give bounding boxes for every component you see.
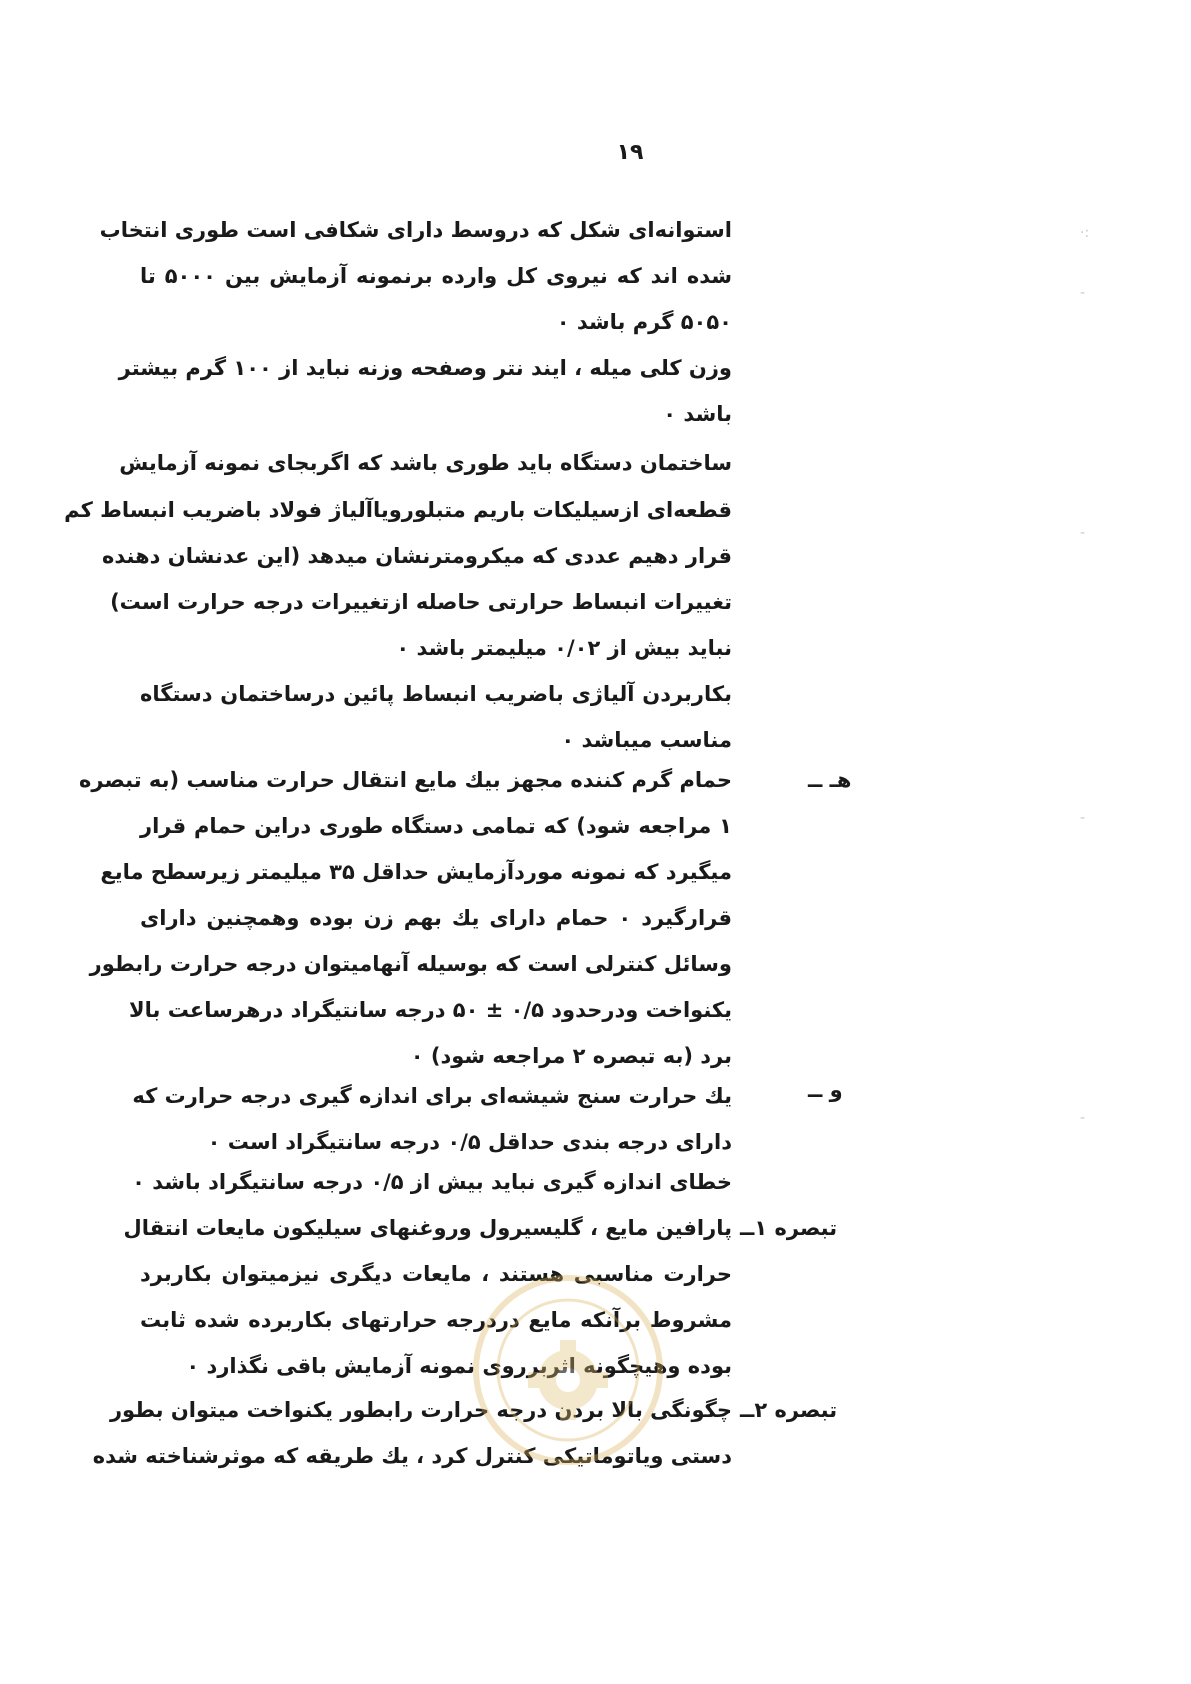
text-line: وزن کلی میله ، ایند نتر وصفحه وزنه نباید از ۱۰۰ گرم بیشتر: [118, 356, 732, 380]
text-line: خطای اندازه گیری نباید بیش از ۰/۵ درجه سانتیگراد باشد ۰: [132, 1170, 732, 1194]
page-number: ۱۹: [616, 140, 644, 165]
text-line: میگیرد که نمونه موردآزمایش حداقل ۳۵ میلیمتر زیرسطح مایع: [100, 860, 732, 884]
text-line: حرارت مناسبی هستند ، مایعات دیگری نیزمیتوان بکاربرد: [140, 1262, 732, 1286]
note-marker-1: تبصره ۱ــ: [740, 1216, 838, 1240]
edge-mark: -: [1080, 285, 1086, 301]
note-marker-2: تبصره ۲ــ: [740, 1398, 838, 1422]
text-line: ساختمان دستگاه باید طوری باشد که اگربجای نمونه آزمایش: [119, 451, 732, 475]
text-line: بکاربردن آلیاژی باضریب انبساط پائین درساختمان دستگاه: [140, 682, 732, 706]
edge-mark: ·:: [1080, 225, 1090, 241]
text-line: دارای درجه بندی حداقل ۰/۵ درجه سانتیگراد است ۰: [207, 1130, 732, 1154]
text-line: بوده وهیچگونه اثربرروی نمونه آزمایش باقی نگذارد ۰: [186, 1354, 732, 1378]
text-line: تغییرات انبساط حرارتی حاصله ازتغییرات درجه حرارت است): [110, 590, 732, 614]
text-line: یك حرارت سنج شیشه‌ای برای اندازه گیری درجه حرارت که: [132, 1084, 732, 1108]
text-line: وسائل کنترلی است که بوسیله آنهامیتوان درجه حرارت رابطور: [89, 952, 732, 976]
text-line: برد (به تبصره ۲ مراجعه شود) ۰: [410, 1044, 732, 1068]
text-line: قرار دهیم عددی که میکرومترنشان میدهد (این عدنشان دهنده: [102, 544, 732, 568]
text-line: ۵۰۵۰ گرم باشد ۰: [556, 310, 732, 334]
text-line: ۱ مراجعه شود) که تمامی دستگاه طوری دراین حمام قرار: [140, 814, 732, 838]
text-line: دستی وياتوماتيكى كنترل كرد ، يك طريقه كه موثرشناخته شده: [92, 1444, 732, 1468]
text-line: مناسب میباشد ۰: [561, 728, 732, 752]
text-line: نباید بیش از ۰/۰۲ میلیمتر باشد ۰: [396, 636, 732, 660]
edge-mark: -: [1080, 525, 1086, 541]
edge-mark: -: [1080, 1110, 1086, 1126]
item-marker-v: و ــ: [808, 1078, 843, 1102]
text-line: باشد ۰: [663, 402, 732, 426]
item-marker-h: هـ ــ: [808, 768, 852, 792]
text-line: مشروط برآنکه مایع دردرجه حرارتهای بکاربرده شده ثابت: [140, 1308, 732, 1332]
text-line: استوانه‌ای شکل که درو‌سط دارای شکافی است طوری انتخاب: [99, 218, 732, 242]
text-line: پارافین مایع ، گلیسیرول وروغنهای سیلیکون مایعات انتقال: [123, 1216, 732, 1240]
text-line: چگونگی بالا بردن درجه حرارت رابطور یکنواخت میتوان بطور: [109, 1398, 732, 1422]
text-line: شده اند که نیروی کل وارده برنمونه آزمایش بین ۵۰۰۰ تا: [140, 264, 732, 288]
text-line: قطعه‌ای ازسیلیکات باریم متبلورویاآلیاژ فولاد باضریب انبساط کم: [64, 498, 732, 522]
text-line: حمام گرم کننده مجهز بیك مایع انتقال حرارت مناسب (به تبصره: [79, 768, 732, 792]
text-line: یکنواخت ودرحدود ۰/۵ ± ۵۰ درجه سانتیگراد درهرساعت بالا: [128, 998, 732, 1022]
edge-mark: -: [1080, 810, 1086, 826]
watermark-seal-icon: [468, 1270, 668, 1470]
text-line: قرارگیرد ۰ حمام دارای یك بهم زن بوده وهمچنین دارای: [140, 906, 732, 930]
